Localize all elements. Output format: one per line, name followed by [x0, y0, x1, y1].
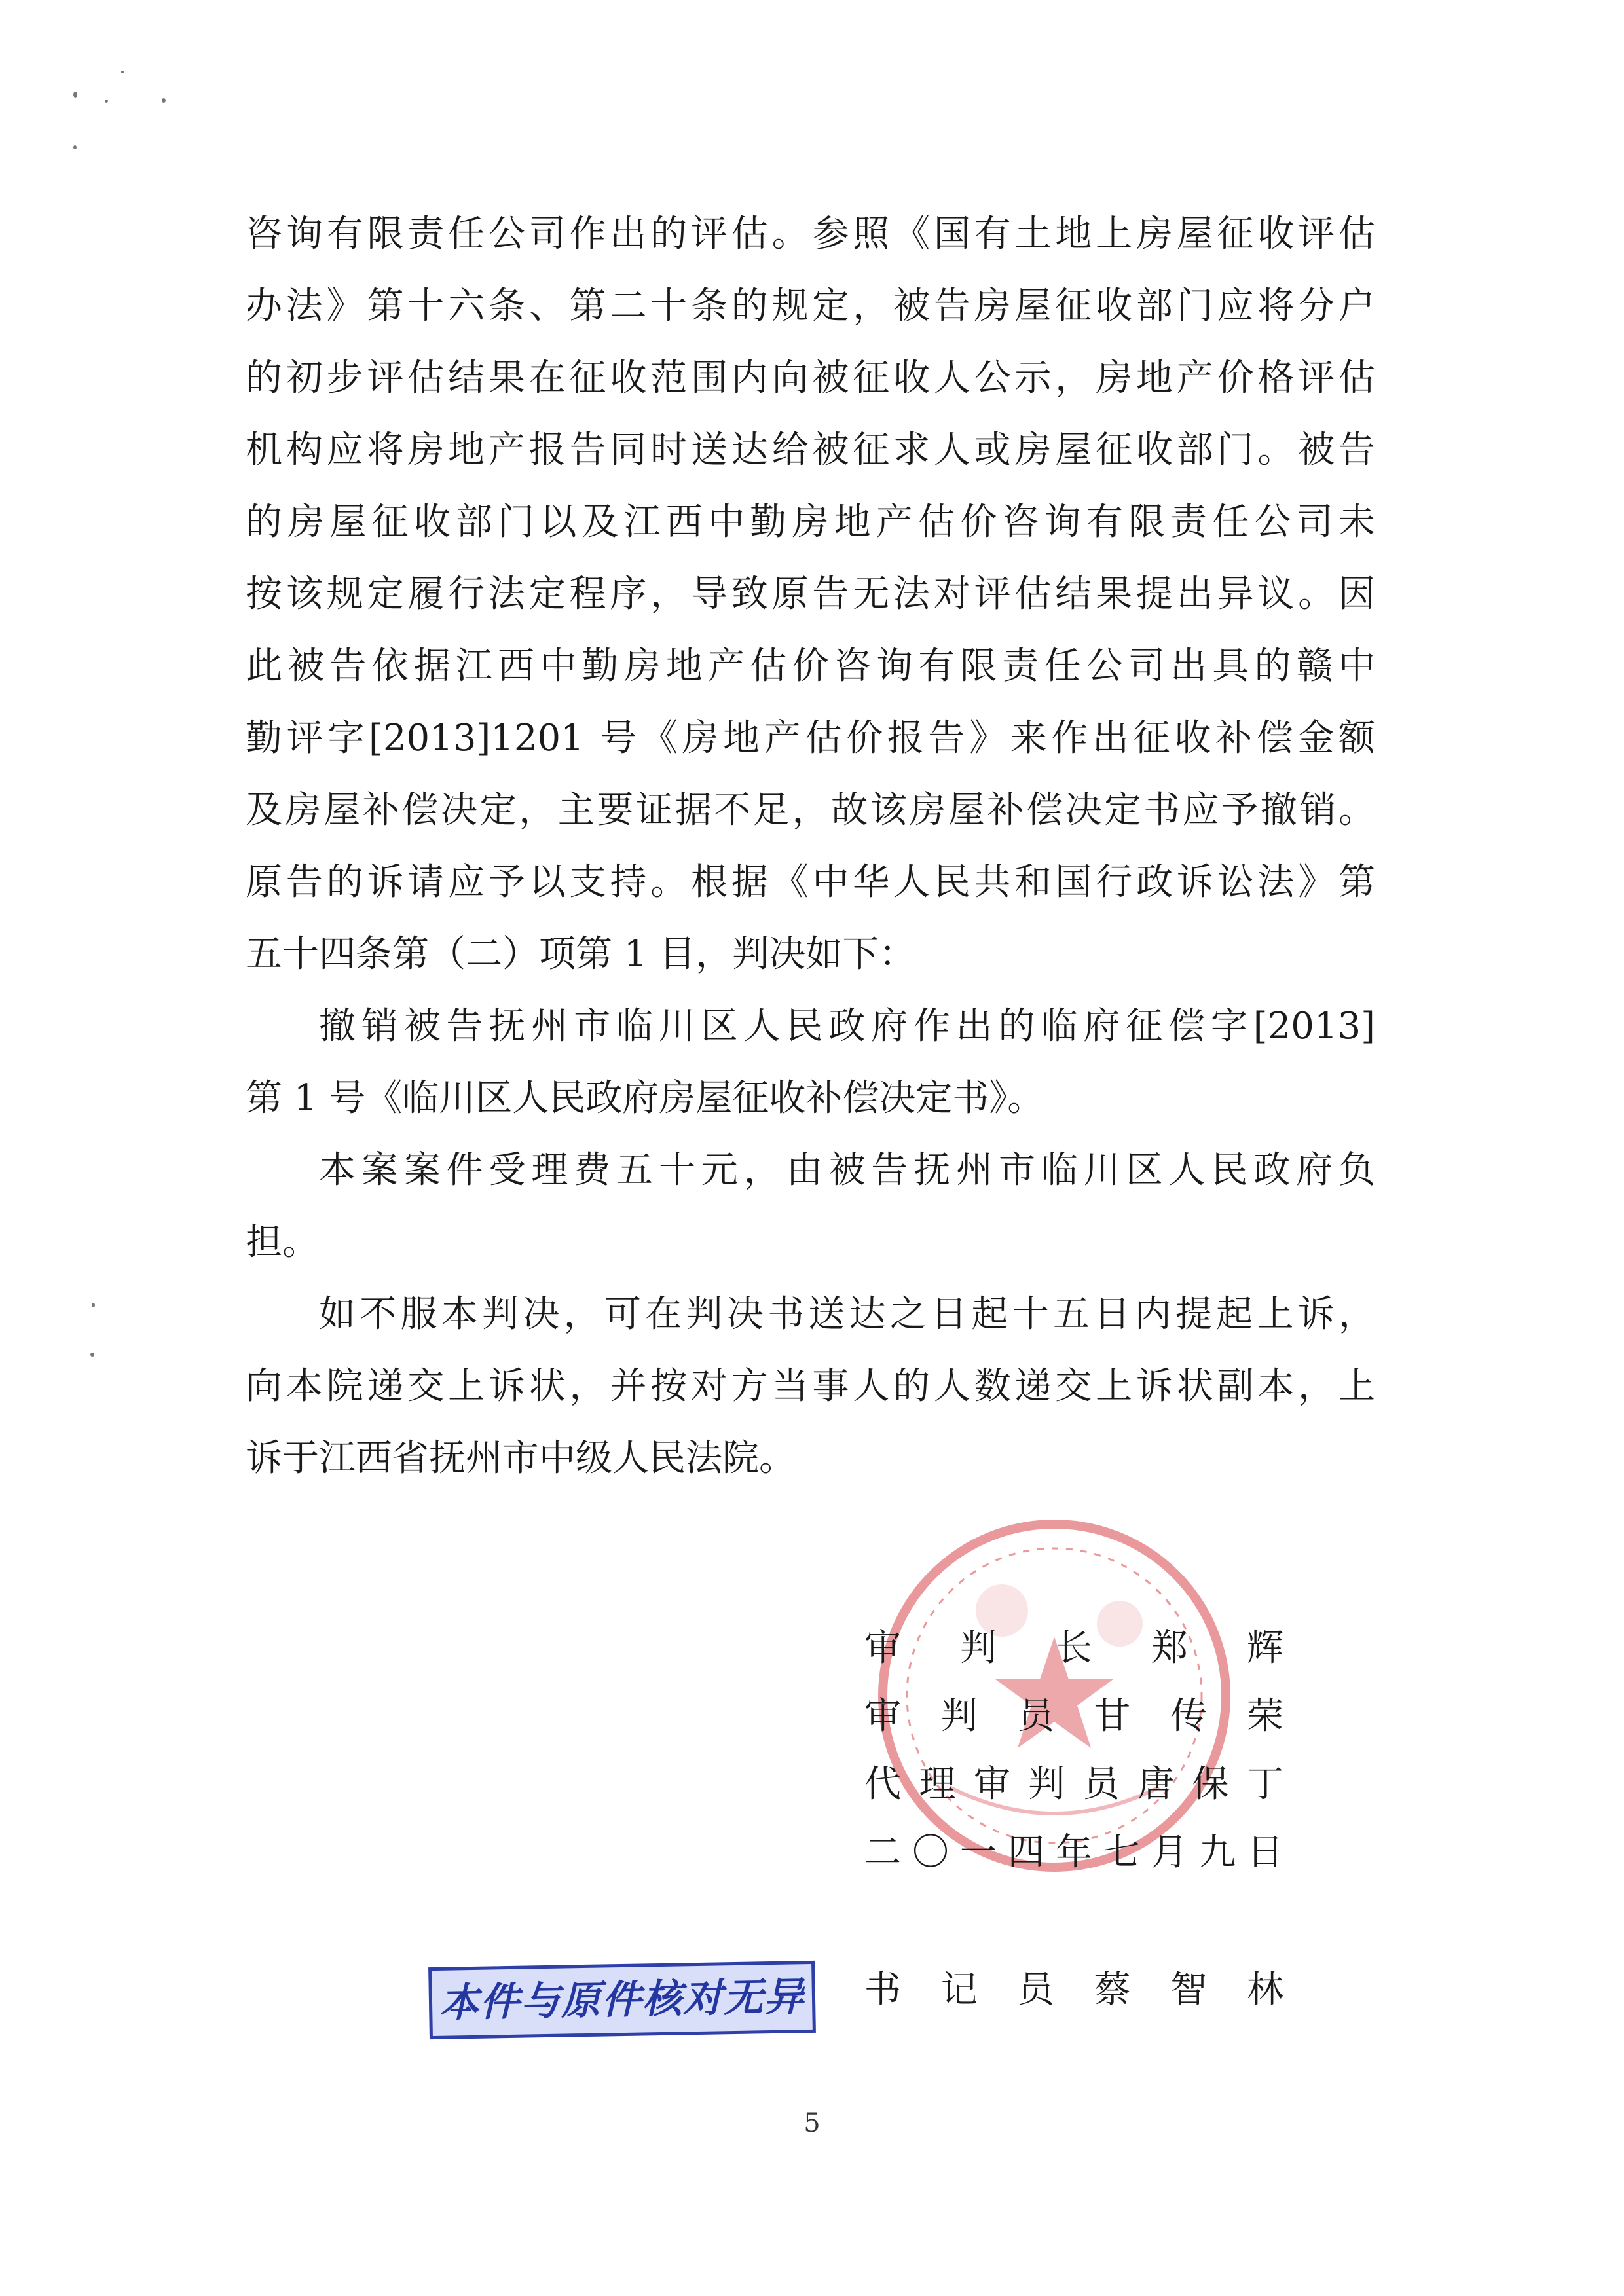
body-line: 五十四条第（二）项第 1 目，判决如下：	[246, 933, 916, 975]
scan-speck	[105, 100, 108, 103]
fee-line: 担。	[246, 1221, 319, 1264]
body-line: 的房屋征收部门以及江西中勤房地产估价咨询有限责任公司未	[246, 501, 1375, 543]
scan-speck	[73, 92, 77, 98]
body-line: 勤评字[2013]1201 号《房地产估价报告》来作出征收补偿金额	[246, 717, 1375, 759]
body-line: 此被告依据江西中勤房地产估价咨询有限责任公司出具的赣中	[246, 645, 1375, 687]
scan-speck	[90, 1353, 94, 1357]
page-number: 5	[803, 2108, 821, 2138]
body-line: 按该规定履行法定程序，导致原告无法对评估结果提出异议。因	[246, 573, 1375, 615]
body-line: 原告的诉请应予以支持。根据《中华人民共和国行政诉讼法》第	[246, 861, 1375, 903]
fee-line: 本案案件受理费五十元，由被告抚州市临川区人民政府负	[319, 1149, 1375, 1192]
verdict-line: 第 1 号《临川区人民政府房屋征收补偿决定书》。	[246, 1077, 1044, 1120]
judgment-date: 二〇一四年七月九日	[864, 1831, 1283, 1874]
verdict-line: 撤销被告抚州市临川区人民政府作出的临府征偿字[2013]	[319, 1005, 1375, 1048]
body-line: 及房屋补偿决定，主要证据不足，故该房屋补偿决定书应予撤销。	[246, 789, 1375, 831]
court-clerk: 书记员蔡智林	[864, 1969, 1283, 2011]
scan-speck	[162, 98, 166, 103]
body-line: 咨询有限责任公司作出的评估。参照《国有土地上房屋征收评估	[246, 213, 1375, 255]
judge: 审判员甘传荣	[864, 1695, 1283, 1738]
body-line: 办法》第十六条、第二十条的规定，被告房屋征收部门应将分户	[246, 285, 1375, 327]
body-line: 机构应将房地产报告同时送达给被征求人或房屋征收部门。被告	[246, 429, 1375, 471]
scan-speck	[73, 145, 77, 149]
verification-stamp: 本件与原件核对无异	[428, 1961, 816, 2039]
appeal-line: 诉于江西省抚州市中级人民法院。	[246, 1437, 796, 1480]
scan-speck	[121, 71, 124, 73]
scan-speck	[92, 1303, 95, 1307]
presiding-judge: 审判长郑辉	[864, 1627, 1283, 1669]
appeal-line: 向本院递交上诉状，并按对方当事人的人数递交上诉状副本，上	[246, 1365, 1375, 1408]
acting-judge: 代理审判员唐保丁	[864, 1763, 1283, 1806]
body-line: 的初步评估结果在征收范围内向被征收人公示，房地产价格评估	[246, 357, 1375, 399]
appeal-line: 如不服本判决，可在判决书送达之日起十五日内提起上诉，	[319, 1293, 1375, 1336]
